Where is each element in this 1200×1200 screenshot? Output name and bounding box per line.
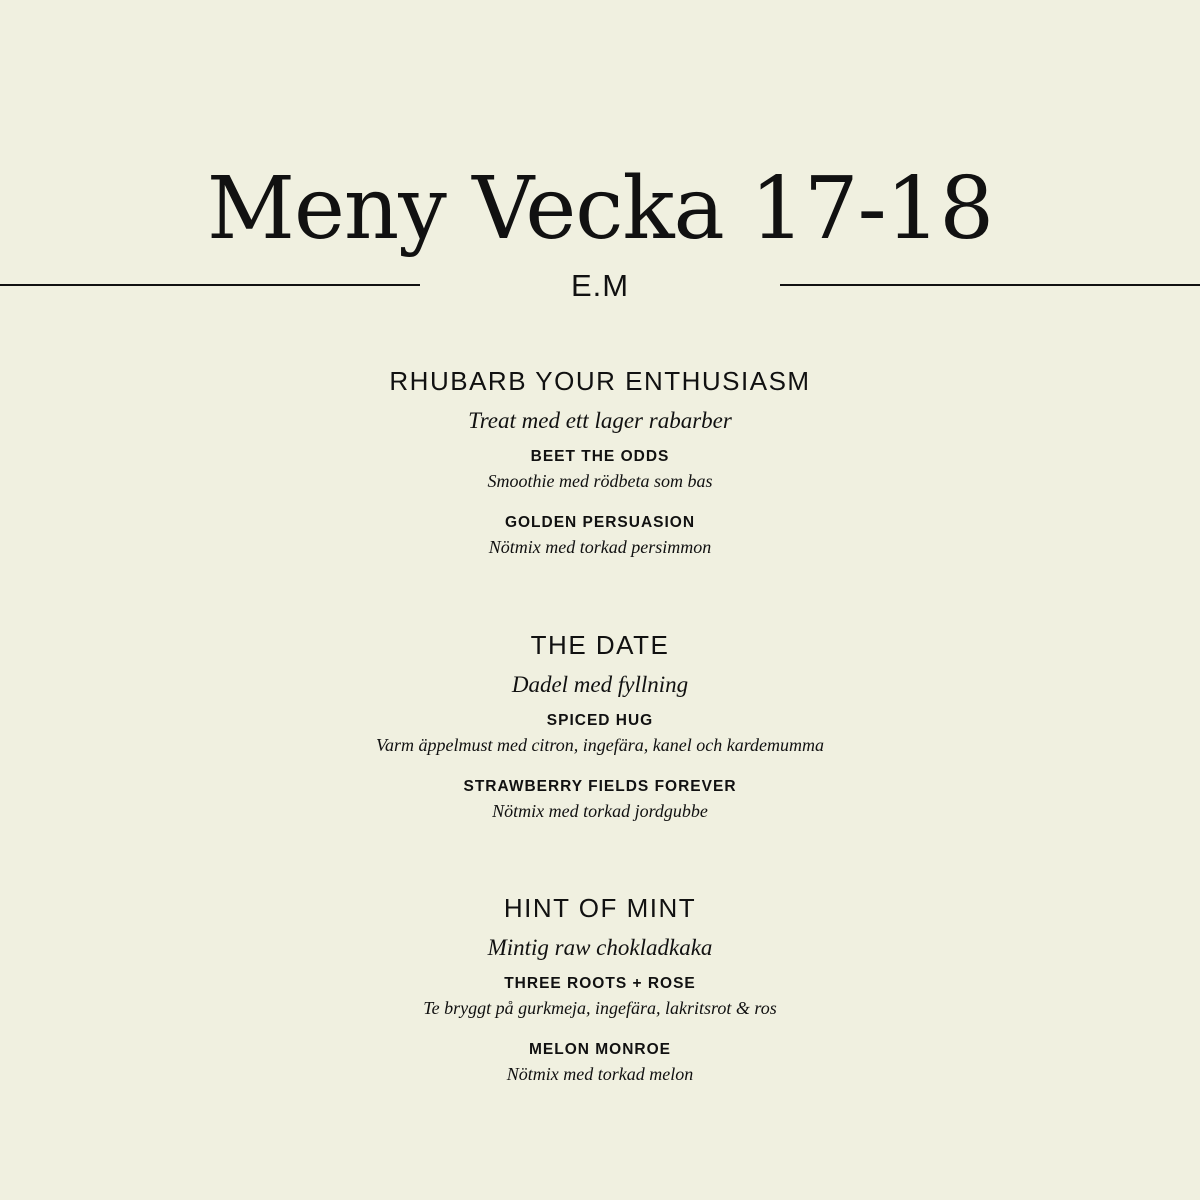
- menu-section: [0, 364, 1200, 559]
- menu-item: [0, 973, 1200, 1020]
- menu-item: [0, 1039, 1200, 1086]
- section-description: Treat med ett lager rabarber: [468, 408, 732, 433]
- item-name: BEET THE ODDS: [530, 448, 670, 465]
- section-description: Dadel med fyllning: [511, 672, 689, 697]
- menu-item: [0, 710, 1200, 757]
- section-title: HINT OF MINT: [503, 893, 697, 923]
- divider-right: [780, 284, 1200, 286]
- item-name: GOLDEN PERSUASION: [504, 514, 696, 531]
- menu-section: [0, 628, 1200, 823]
- item-name: THREE ROOTS + ROSE: [504, 975, 696, 992]
- menu-item: [0, 512, 1200, 559]
- item-description: Varm äppelmust med citron, ingefära, kanel och kardemumma: [375, 735, 825, 755]
- section-description: Mintig raw chokladkaka: [487, 935, 713, 960]
- item-name: STRAWBERRY FIELDS FOREVER: [463, 778, 737, 795]
- item-description: Smoothie med rödbeta som bas: [487, 471, 713, 491]
- item-name: SPICED HUG: [546, 712, 654, 729]
- item-description: Nötmix med torkad persimmon: [488, 537, 712, 557]
- item-description: Te bryggt på gurkmeja, ingefära, lakritsrot & ros: [423, 998, 777, 1018]
- item-name: MELON MONROE: [528, 1041, 672, 1058]
- item-description: Nötmix med torkad melon: [506, 1064, 694, 1084]
- menu-item: [0, 776, 1200, 823]
- section-title: RHUBARB YOUR ENTHUSIASM: [389, 366, 811, 396]
- menu-section: [0, 891, 1200, 1086]
- divider-left: [0, 284, 420, 286]
- section-title: THE DATE: [530, 630, 670, 660]
- brand-mark: E.M: [570, 268, 630, 303]
- menu-item: [0, 446, 1200, 493]
- page-title: Meny Vecka 17-18: [206, 158, 994, 259]
- item-description: Nötmix med torkad jordgubbe: [492, 801, 708, 821]
